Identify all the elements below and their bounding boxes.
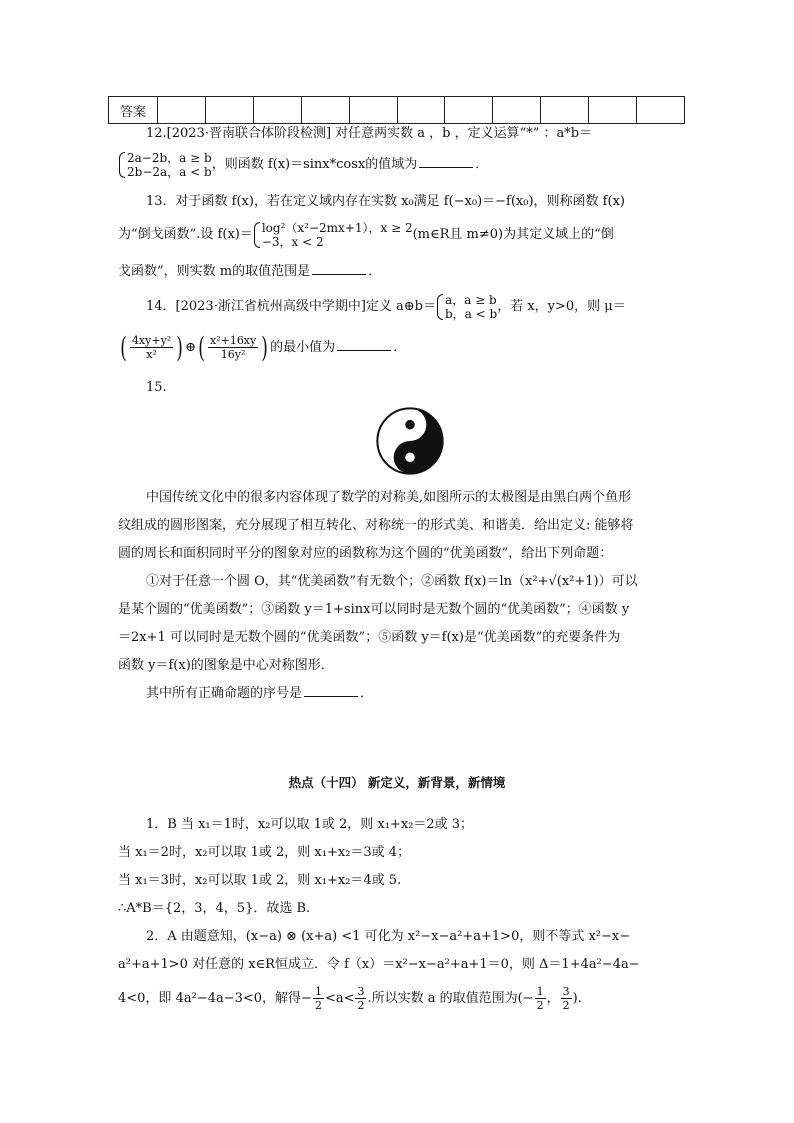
s2-l3-mid: <a< bbox=[324, 991, 355, 1006]
s2-frac1 bbox=[313, 985, 324, 1012]
s2-l1: 2．A 由题意知，(x−a) ⊗ (x+a) <1 可化为 x²−x−a²+a+1>0，则不等式 x²−x− bbox=[146, 929, 631, 944]
frac-num: 1 bbox=[314, 985, 322, 998]
q14-case1: a，a ≥ b bbox=[445, 292, 497, 307]
paren-right: ) bbox=[261, 330, 268, 364]
interval-close: ). bbox=[572, 991, 582, 1006]
q12-answer-blank[interactable] bbox=[419, 155, 473, 168]
q13-head: 为“倒戈函数”.设 f(x)＝ bbox=[118, 227, 253, 242]
q14-operator: ⊕ bbox=[185, 340, 197, 355]
q14-piecewise bbox=[436, 293, 497, 321]
answer-cell[interactable] bbox=[158, 97, 206, 124]
s2-frac2 bbox=[355, 985, 366, 1012]
q12-case1: 2a−2b，a ≥ b bbox=[127, 150, 212, 165]
q14-frac1 bbox=[130, 334, 173, 361]
paren-left: ( bbox=[198, 330, 205, 364]
q15-answer-blank[interactable] bbox=[304, 684, 358, 697]
q15-p3 bbox=[146, 684, 694, 704]
frac-den: 2 bbox=[314, 999, 322, 1012]
q15-period: ． bbox=[360, 686, 374, 701]
q12-case2: 2b−2a，a < b bbox=[127, 164, 212, 179]
q14-tail: ，若 x，y>0，则 μ＝ bbox=[497, 299, 626, 314]
answer-cell[interactable] bbox=[493, 97, 541, 124]
q13-case2: −3，x < 2 bbox=[261, 234, 324, 249]
s1-l4: ∴A*B＝{2，3，4，5}．故选 B. bbox=[118, 901, 311, 916]
q15-p1-l1: 中国传统文化中的很多内容体现了数学的对称美,如图所示的太极图是由黑白两个鱼形 bbox=[146, 490, 632, 505]
answer-cell[interactable] bbox=[349, 97, 397, 124]
answer-cell[interactable] bbox=[397, 97, 445, 124]
paren-right: ) bbox=[176, 330, 183, 364]
q14-period: ． bbox=[393, 340, 407, 355]
s1-l2: 当 x₁＝2时，x₂可以取 1或 2，则 x₁+x₂＝3或 4； bbox=[118, 845, 411, 860]
q12-tail: ，则函数 f(x)＝sinx*cosx的值域为 bbox=[211, 157, 418, 172]
answer-cell[interactable] bbox=[301, 97, 349, 124]
q13-line3 bbox=[118, 262, 694, 282]
q14-case2: b，a < b bbox=[445, 306, 498, 321]
q15-p2-l3: ＝2x+1 可以同时是无数个圆的“优美函数”；⑤函数 y＝f(x)是“优美函数”的充要条件为 bbox=[118, 630, 621, 645]
s2-l3-head: 4<0，即 4a²−4a−3<0，解得− bbox=[118, 991, 312, 1006]
s2-frac3 bbox=[535, 985, 546, 1012]
q12-period: ． bbox=[475, 157, 489, 172]
q14-answer-blank[interactable] bbox=[337, 338, 391, 351]
frac-den: 2 bbox=[536, 999, 544, 1012]
paren-left: ( bbox=[120, 330, 127, 364]
frac-num: 1 bbox=[536, 985, 544, 998]
q12-piecewise bbox=[118, 151, 212, 179]
q15-p1-l3: 圆的周长和面积同时平分的图象对应的函数称为这个圆的“优美函数”，给出下列命题： bbox=[118, 546, 613, 561]
q15-p2-l4: 函数 y＝f(x)的图象是中心对称图形． bbox=[118, 658, 334, 673]
q14-head: 14．[2023·浙江省杭州高级中学期中]定义 a⊕b＝ bbox=[146, 299, 436, 314]
s2-l3-text: .所以实数 a 的取值范围为 bbox=[367, 991, 518, 1006]
s2-l3 bbox=[118, 984, 694, 1014]
q14-line1 bbox=[146, 290, 694, 324]
q14-line2-text: 的最小值为 bbox=[270, 340, 336, 355]
frac-num: 3 bbox=[562, 985, 570, 998]
answer-label: 答案 bbox=[109, 97, 158, 124]
frac-den: 2 bbox=[357, 999, 365, 1012]
frac-num: 4xy+y² bbox=[131, 334, 172, 347]
q12-line1: 12.[2023·晋南联合体阶段检测] 对任意两实数 a ，b ，定义运算“*” ：a*b＝ bbox=[146, 126, 593, 141]
q13-line1: 13．对于函数 f(x)，若在定义域内存在实数 x₀满足 f(−x₀)＝−f(x₀)，则称函数 f(x) bbox=[146, 194, 625, 209]
q13-case1: log²（x²−2mx+1），x ≥ 2 bbox=[261, 220, 413, 235]
q15-p2-l2: 是某个圆的“优美函数”；③函数 y＝1+sinx可以同时是无数个圆的“优美函数”；④函数 y bbox=[118, 602, 630, 617]
answer-cell[interactable] bbox=[253, 97, 301, 124]
s1-l3: 当 x₁＝3时，x₂可以取 1或 2，则 x₁+x₂＝4或 5. bbox=[118, 873, 402, 888]
answer-cell[interactable] bbox=[589, 97, 637, 124]
answer-table bbox=[108, 96, 685, 124]
q12-line2 bbox=[118, 150, 694, 180]
frac-num: x²+16xy bbox=[209, 334, 257, 347]
q15-p1-l2: 纹组成的圆形图案，充分展现了相互转化、对称统一的形式美、和谐美．给出定义: 能够将 bbox=[118, 518, 634, 533]
section-title: 热点（十四） 新定义，新背景，新情境 bbox=[288, 775, 506, 790]
q13-piecewise bbox=[253, 221, 413, 249]
q15-number: 15. bbox=[146, 380, 167, 395]
q14-frac2 bbox=[208, 334, 258, 361]
q13-period: ． bbox=[368, 264, 382, 279]
frac-den: 2 bbox=[562, 999, 570, 1012]
answer-cell[interactable] bbox=[637, 97, 685, 124]
q14-line2 bbox=[118, 330, 694, 366]
yin-yang-icon bbox=[376, 407, 444, 475]
answer-cell[interactable] bbox=[541, 97, 589, 124]
q13-line3-text: 戈函数”，则实数 m的取值范围是 bbox=[118, 264, 311, 279]
q15-p3-text: 其中所有正确命题的序号是 bbox=[146, 686, 303, 701]
q15-p2-l1: ①对于任意一个圆 O，其“优美函数”有无数个；②函数 f(x)＝ln（x²+√(x²+1)）可以 bbox=[146, 574, 638, 589]
frac-num: 3 bbox=[357, 985, 365, 998]
frac-den: x² bbox=[146, 348, 157, 361]
answer-cell[interactable] bbox=[445, 97, 493, 124]
s1-l1: 1．B 当 x₁＝1时，x₂可以取 1或 2，则 x₁+x₂＝2或 3； bbox=[146, 817, 474, 832]
answer-cell[interactable] bbox=[205, 97, 253, 124]
interval-open: (− bbox=[517, 991, 534, 1006]
interval-comma: ， bbox=[546, 991, 560, 1006]
frac-den: 16y² bbox=[220, 348, 246, 361]
s2-frac4 bbox=[561, 985, 572, 1012]
q13-line2 bbox=[118, 218, 694, 252]
q13-answer-blank[interactable] bbox=[312, 262, 366, 275]
s2-l2: a²+a+1>0 对任意的 x∈R恒成立．令 f（x）＝x²−x−a²+a+1＝0，则 Δ＝1+4a²−4a− bbox=[118, 957, 640, 972]
q13-tail: (m∈R且 m≠0)为其定义域上的“倒 bbox=[412, 227, 614, 242]
